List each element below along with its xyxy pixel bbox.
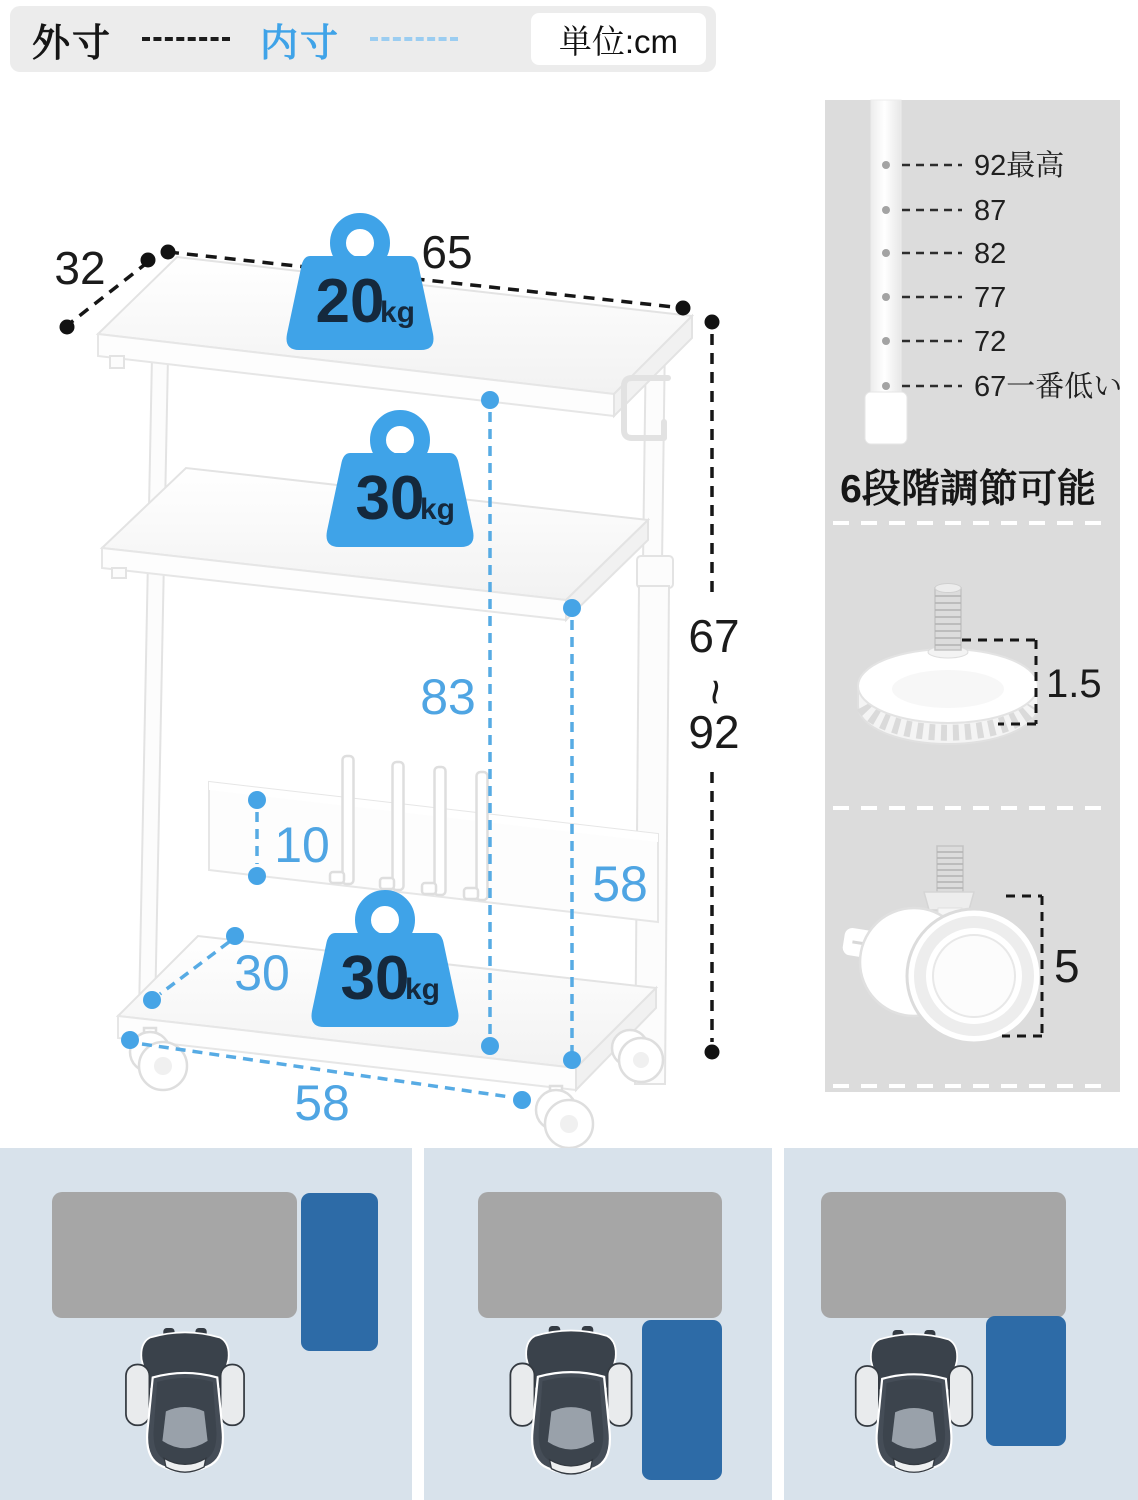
weight-badge-top [287,221,434,350]
unit-badge: 単位:cm [531,13,706,65]
usage-scene-under-desk-right [424,1148,772,1500]
bottom-load-value: 30 [340,944,410,1013]
weight-badge-bottom [312,898,459,1027]
dim-height-min: 67 [688,610,740,662]
dim-caster-diameter: 5 [1054,940,1080,992]
dim-inner-height: 83 [420,669,476,725]
step-label-77: 77 [974,282,1007,314]
dim-bottom-width: 58 [294,1075,350,1131]
weight-badge-middle [327,418,474,547]
dim-top-width: 65 [421,226,473,278]
inner-dim-dash-sample [370,37,458,41]
panel-caption: 6段階調節可能 [840,468,1096,511]
usage-scene-desk-corner [784,1148,1138,1500]
dim-top-depth: 32 [54,242,106,294]
dim-foot-height: 1.5 [1046,662,1102,706]
step-label-67: 67一番低い [974,371,1123,403]
desk-top [478,1192,722,1318]
bottom-load-unit: kg [405,973,441,1006]
desk-top [52,1192,297,1318]
cart-left-leg [139,356,168,1014]
dim-bottom-depth: 30 [234,945,290,1001]
step-label-92: 92最高 [974,150,1065,182]
dim-inner-width-right: 58 [592,856,648,912]
chair-icon [508,1326,634,1482]
step-label-72: 72 [974,326,1007,358]
cart-position [301,1193,378,1351]
legend-bar [10,6,716,72]
side-panel [825,100,1122,1092]
inner-dim-label: 内寸 [260,22,341,65]
chair-icon [122,1328,248,1480]
step-label-82: 82 [974,238,1007,270]
desk-top [821,1192,1066,1318]
cart-position [642,1320,722,1480]
top-load-unit: kg [380,296,416,329]
outer-dim-dash-sample [142,37,230,41]
chair-icon [852,1330,976,1480]
dim-back-panel-height: 10 [274,817,330,873]
cart-column-clamp [637,556,673,588]
dim-height-tilde: ~ [690,678,742,706]
middle-load-unit: kg [420,493,456,526]
dim-height-max: 92 [688,706,740,758]
usage-scene-desk-side [0,1148,412,1500]
step-label-87: 87 [974,195,1007,227]
top-load-value: 20 [315,267,385,336]
outer-dim-label: 外寸 [32,22,113,65]
middle-load-value: 30 [355,464,425,533]
cart-position [986,1316,1066,1446]
